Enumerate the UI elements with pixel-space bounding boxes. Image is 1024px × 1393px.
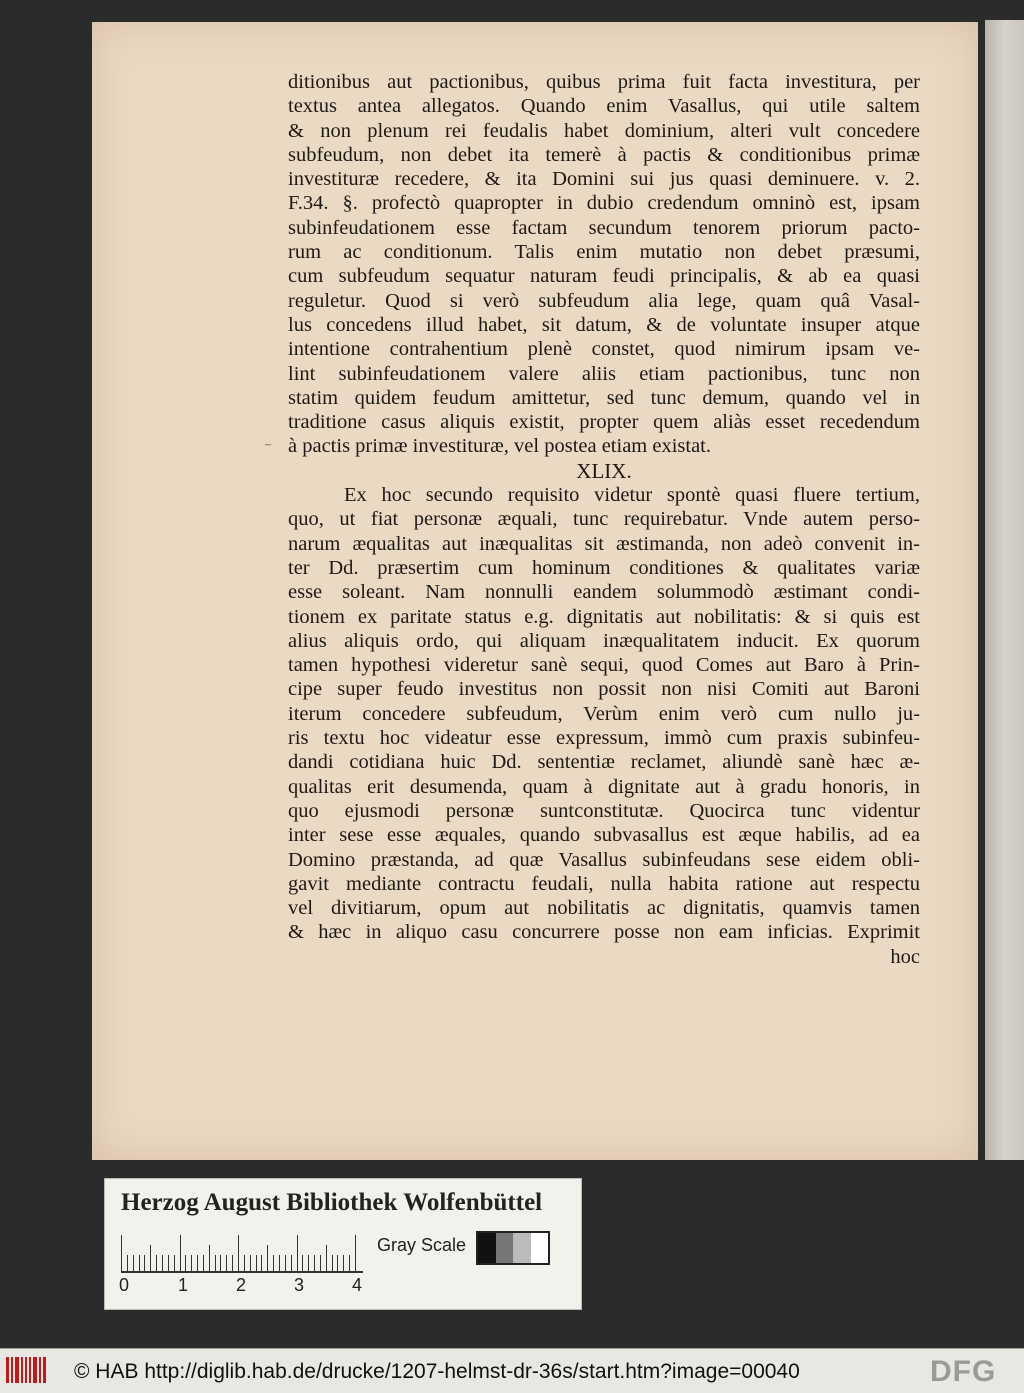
ruler-number: 3 bbox=[294, 1275, 305, 1295]
ruler-tick bbox=[232, 1255, 233, 1271]
text-line: dandi cotidiana huic Dd. sententiæ reclamet, aliundè sanè hæc æ- bbox=[288, 751, 920, 774]
text-line: subinfeudationem esse factam secundum tenorem priorum pacto- bbox=[288, 216, 920, 239]
barcode-icon bbox=[6, 1357, 46, 1383]
text-line: ter Dd. præsertim cum hominum conditiones & qualitates variæ bbox=[288, 556, 920, 579]
ruler-number: 4 bbox=[352, 1275, 363, 1295]
section-heading: XLIX. bbox=[576, 458, 632, 483]
footer-bar bbox=[0, 1348, 1024, 1393]
gray-swatch bbox=[531, 1233, 549, 1263]
text-line: à pactis primæ investituræ, vel postea etiam existat. bbox=[288, 435, 712, 458]
ruler-tick bbox=[267, 1245, 268, 1271]
text-line: Domino præstanda, ad quæ Vasallus subinfeudans sese eidem obli- bbox=[288, 848, 920, 871]
text-line: rum ac conditionum. Talis enim mutatio non debet præsumi, bbox=[288, 241, 920, 264]
ruler-tick bbox=[215, 1255, 216, 1271]
ruler-tick bbox=[191, 1255, 192, 1271]
text-line: narum æqualitas aut inæqualitas sit æstimanda, non adeò convenit in- bbox=[288, 532, 920, 555]
text-line: textus antea allegatos. Quando enim Vasallus, qui utile saltem bbox=[288, 95, 920, 118]
ruler-tick bbox=[279, 1255, 280, 1271]
ruler-tick bbox=[302, 1255, 303, 1271]
text-line: lint subinfeudationem valere aliis etiam pactionibus, tunc non bbox=[288, 362, 920, 385]
text-line: & hæc in aliquo casu concurrere posse non eam inficias. Exprimit bbox=[288, 921, 920, 944]
library-name: Herzog August Bibliothek Wolfenbüttel bbox=[121, 1189, 543, 1216]
text-line: ris textu hoc videatur esse expressum, immò cum praxis subinfeu- bbox=[288, 727, 920, 750]
ruler-tick bbox=[185, 1255, 186, 1271]
text-line: qualitas erit desumenda, quam à dignitate aut à gradu honoris, in bbox=[288, 775, 920, 798]
text-line: inter sese esse æquales, quando subvasallus est æque habilis, ad ea bbox=[288, 824, 920, 847]
dfg-logo: DFG bbox=[930, 1355, 997, 1388]
ruler-tick bbox=[250, 1255, 251, 1271]
ruler-tick bbox=[332, 1255, 333, 1271]
next-page-edge bbox=[985, 20, 1024, 1160]
ruler-tick bbox=[297, 1235, 298, 1271]
text-line: vel divitiarum, opum aut nobilitatis ac dignitatis, quamvis tamen bbox=[288, 897, 920, 920]
ruler-tick bbox=[127, 1255, 128, 1271]
text-line: quo ejusmodi personæ suntconstitutæ. Quocirca tunc videntur bbox=[288, 799, 920, 822]
text-line: tionem ex paritate status e.g. dignitatis aut nobilitatis: & si quis est bbox=[288, 605, 920, 628]
gray-scale-swatches bbox=[476, 1231, 550, 1265]
text-line: intentione contrahentium plenè constet, quod nimirum ipsam ve- bbox=[288, 338, 920, 361]
gray-swatch bbox=[478, 1233, 496, 1263]
ruler-tick bbox=[197, 1255, 198, 1271]
ruler-tick bbox=[285, 1255, 286, 1271]
text-line: statim quidem feudum amittetur, sed tunc demum, quando vel in bbox=[288, 386, 920, 409]
text-line: alius aliquis ordo, qui aliquam inæqualitatem inducit. Ex quorum bbox=[288, 629, 920, 652]
text-line: reguletur. Quod si verò subfeudum alia lege, quam quâ Vasal- bbox=[288, 289, 920, 312]
text-line: cipe super feudo investitus non possit non nisi Comiti aut Baroni bbox=[288, 678, 920, 701]
ruler-tick bbox=[261, 1255, 262, 1271]
ruler-tick bbox=[180, 1235, 181, 1271]
text-line: lus concedens illud habet, sit datum, & de voluntate insuper atque bbox=[288, 313, 920, 336]
ruler-tick bbox=[121, 1235, 122, 1271]
ruler-tick bbox=[337, 1255, 338, 1271]
page-text bbox=[288, 70, 920, 969]
ruler-tick bbox=[156, 1255, 157, 1271]
ruler-tick bbox=[355, 1235, 356, 1271]
text-line: ditionibus aut pactionibus, quibus prima fuit facta investitura, per bbox=[288, 71, 920, 93]
ruler-tick bbox=[256, 1255, 257, 1271]
catchword: hoc bbox=[890, 945, 920, 968]
ruler-number: 0 bbox=[119, 1275, 130, 1295]
text-line: Ex hoc secundo requisito videtur spontè quasi fluere tertium, bbox=[344, 484, 920, 507]
ruler-tick bbox=[314, 1255, 315, 1271]
ruler-tick bbox=[150, 1245, 151, 1271]
ruler-tick bbox=[144, 1255, 145, 1271]
ruler-tick bbox=[174, 1255, 175, 1271]
ruler-tick bbox=[238, 1235, 239, 1271]
ruler-tick bbox=[326, 1245, 327, 1271]
page-blemish: ~ bbox=[264, 440, 273, 451]
ruler-number: 1 bbox=[178, 1275, 189, 1295]
gray-swatch bbox=[496, 1233, 514, 1263]
text-line: F.34. §. profectò quapropter in dubio credendum omninò est, ipsam bbox=[288, 192, 920, 215]
text-line: iterum concedere subfeudum, Verùm enim verò cum nullo ju- bbox=[288, 702, 920, 725]
ruler-number: 2 bbox=[236, 1275, 247, 1295]
ruler-tick bbox=[343, 1255, 344, 1271]
ruler-tick bbox=[291, 1255, 292, 1271]
text-line: subfeudum, non debet ita temerè à pactis & conditionibus primæ bbox=[288, 143, 920, 166]
ruler-tick bbox=[226, 1255, 227, 1271]
ruler-tick bbox=[320, 1255, 321, 1271]
measurement-ruler bbox=[121, 1227, 363, 1273]
text-line: tamen hypothesi videretur sanè sequi, quod Comes aut Baro à Prin- bbox=[288, 654, 920, 677]
text-line: esse soleant. Nam nonnulli eandem solummodò æstimant condi- bbox=[288, 581, 920, 604]
gray-swatch bbox=[513, 1233, 531, 1263]
gray-scale-label: Gray Scale bbox=[377, 1235, 467, 1255]
copyright-link[interactable]: © HAB http://diglib.hab.de/drucke/1207-helmst-dr-36s/start.htm?image=00040 bbox=[74, 1360, 800, 1383]
ruler-tick bbox=[168, 1255, 169, 1271]
ruler-tick bbox=[220, 1255, 221, 1271]
ruler-tick bbox=[308, 1255, 309, 1271]
text-line: & non plenum rei feudalis habet dominium, alteri vult concedere bbox=[288, 119, 920, 142]
text-line: cum subfeudum sequatur naturam feudi principalis, & ab ea quasi bbox=[288, 265, 920, 288]
ruler-tick bbox=[133, 1255, 134, 1271]
ruler-tick bbox=[139, 1255, 140, 1271]
ruler-tick bbox=[349, 1255, 350, 1271]
scanned-page bbox=[92, 22, 978, 1160]
ruler-tick bbox=[203, 1255, 204, 1271]
ruler-tick bbox=[273, 1255, 274, 1271]
ruler-tick bbox=[244, 1255, 245, 1271]
color-reference-card bbox=[104, 1178, 582, 1310]
ruler-tick bbox=[209, 1245, 210, 1271]
text-line: gavit mediante contractu feudali, nulla habita ratione aut respectu bbox=[288, 872, 920, 895]
text-line: investituræ recedere, & ita Domini sui jus quasi deminuere. v. 2. bbox=[288, 168, 920, 191]
text-line: quo, ut fiat personæ æquali, tunc requirebatur. Vnde autem perso- bbox=[288, 508, 920, 531]
ruler-tick bbox=[162, 1255, 163, 1271]
text-line: traditione casus aliquis existit, propter quem aliàs esset recedendum bbox=[288, 411, 920, 434]
